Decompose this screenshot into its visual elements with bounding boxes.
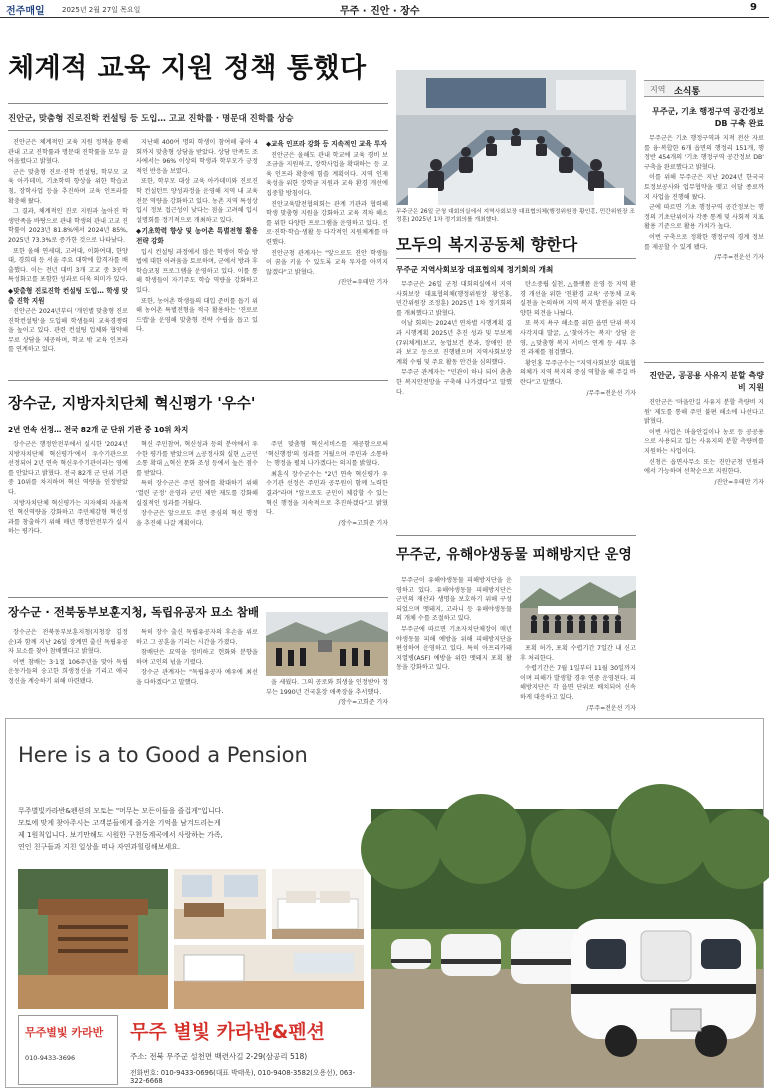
deck-photo <box>18 869 168 1009</box>
article2-title: 모두의 복지공동체 향한다 <box>396 235 578 254</box>
article2-col1: 무주군은 26일 군청 대회의실에서 지역사회보장 대표협의체(행정위원장 황인홍, 민간위원장 조정훈) 2025년 1차 정기회의를 개최했다고 밝혔다. 이날 회의는 2024년 연차별 시행계획 결과 시행계획 2025년 추진 성과 및 무보계(7위체계)보고, 농업보건 분과, 장애인 분과 보고 등으로 진행됐으며 지역사회보장 계획 수립 및 주요 활동 안건을 심의했다. 무주군 관계자는 "민관이 하나 되어 촘촘한 복지안전망을 구축해 나가겠다"고 말했다. <box>396 281 512 396</box>
issue-date: 2025년 2월 27일 목요일 <box>62 6 141 14</box>
sidebar-news1-body: 무주군은 기초 행정구역과 지적 전산 자료를 융·복합한 6개 읍면의 행정리 151개, 행정반 454개의 '기초 행정구역 공간정보 DB' 구축을 완료했다고 밝혔다. 이를 위해 무주군은 지난 2024년 한국국토정보공사와 업무협약을 맺고 이달 종료까지 사업을 진행해 왔다. 군에 따르면 기초 행정구역 공간정보는 행정의 기초단위이자 각종 통계 및 사회적 지표 활용 기준으로 활용 가치가 높다. 이번 구축으로 정확한 행정구역 경계 정보를 제공할 수 있게 됐다. /무주=전운선 기자 <box>644 135 764 262</box>
article3-byline: /장수=고희준 기자 <box>338 519 388 527</box>
sidebar-title: 소식통 <box>674 87 701 97</box>
article3-subtitle: 2년 연속 선정… 전국 82개 군 단위 기관 중 10위 차지 <box>8 425 189 434</box>
article3-col3: 주민 맞춤형 혁신서비스를 제공함으로써 '혁신행정'의 성과를 거뒀으며 주민과 소통하는 행정을 펼쳐 나가겠다는 의지를 밝혔다. 최훈식 장수군수는 "2년 연속 혁신평가 우수기관 선정은 주민과 공무원이 함께 노력한 결과"라며 "앞으로도 군민이 체감할 수 있는 혁신 행정을 지속적으로 추진하겠다"고 밝혔다. /장수=고희준 기자 <box>266 441 388 527</box>
meeting-photo <box>396 70 636 205</box>
article1-subheading: ◆교육 인프라 강화 등 지속적인 교육 투자 <box>266 140 387 148</box>
caravan-photo <box>371 809 763 1087</box>
ad-pension-name: 무주 별빛 카라반&펜션 <box>130 1021 325 1043</box>
sidebar-label: 지역 <box>650 85 666 94</box>
article1-title: 체계적 교육 지원 정책 통했다 <box>8 53 367 84</box>
section-title: 무주 · 진안 · 장수 <box>340 6 420 17</box>
article4-col3: 을 세웠다. 그의 공로와 희생을 인정받아 정부는 1990년 건국훈장 애족장을 추서했다. /장수=고희준 기자 <box>266 679 388 707</box>
ad-address: 주소: 전북 무주군 설천면 백련사길 2-29(삼공리 518) <box>130 1052 308 1061</box>
article1-subtitle: 진안군, 맞춤형 진로진학 컨설팅 등 도입… 고교 진학률 · 명문대 진학률 상승 <box>8 114 294 124</box>
pension-advertisement <box>5 718 764 1088</box>
divider <box>644 362 764 363</box>
paper-logo: 전주매일 <box>6 6 45 17</box>
sidebar-header <box>644 80 764 97</box>
divider <box>396 535 636 536</box>
article2-col2: 탄소중립 실천, △플랫폼 운영 등 지역 환경 개선을 위한 '친환경 교육' 공동체 교육 실천을 논의하며 지역 복지 발전을 위한 다양한 의견을 나눴다. 또 복지 욕구 해소를 위한 읍면 단위 복지사각지대 발굴, △'찾아가는 복지' 상담 운영, △맞춤형 복지 서비스 연계 등 세부 추진 과제를 점검했다. 황인홍 무주군수는 "지역사회보장 대표협의체가 지역 복지의 중심 역할을 해 주길 바란다"고 말했다. /무주=전운선 기자 <box>520 281 636 397</box>
ad-intro: 무주별빛카라반&펜션의 모토는 "머무는 모든이들을 즐겁게"입니다. 모토에 맞게 찾아주시는 고객분들에게 즐거운 기억을 남겨드리는게 제 1원칙입니다. 보기만해도 시원한 구천동계곡에서 사랑하는 가족, 연인 친구들과 지친 일상을 떠나 자연과힐링해보세요. <box>18 807 224 851</box>
ad-headline: Here is a to Good a Pension <box>18 743 308 767</box>
article1-col2: 지난해 400여 명의 학생이 참여해 좋아 4회까지 맞춤형 상담을 받았다. 상담 만족도 조사에서는 96% 이상의 학생과 학부모가 긍정적인 반응을 보였다. 또한, 학부모 대상 교육 아카데미와 진로진학 컨설턴트 양성과정을 운영해 지역 내 교육 전문 역량을 강화하고 있다. 농촌 지역 특성상 입시 정보 접근성이 낮다는 점을 고려해 입시 설명회를 정기적으로 개최하고 있다. ◆기초학력 향상 및 농어촌 특별전형 활용 전략 강화 입시 컨설팅 과정에서 많은 학생이 학습 방법에 대한 어려움을 토로하며, 군에서 방과 후 학습코칭 프로그램을 운영하고 있다. 이를 통해 학생들이 자기주도 학습 역량을 강화하고 있다. 또한, 농어촌 학생들의 대입 준비를 돕기 위해 농어촌 특별전형을 적극 활용하는 '진로로드맵'을 운영해 맞춤형 전략 수립을 돕고 있다. <box>136 139 258 334</box>
pension-sign <box>18 1015 118 1085</box>
meeting-photo-caption: 무주군은 26일 군청 대회의실에서 지역사회보장 대표협의체(행정위원장 황인홍, 민간위원장 조정훈) 2025년 1차 정기회의를 개최했다. <box>396 209 636 223</box>
divider <box>8 597 388 598</box>
article1-col3: ◆교육 인프라 강화 등 지속적인 교육 투자 진안군은 올해도 관내 학교에 교육 경비 보조금을 지원하고, 장학사업을 확대하는 등 교육 인프라 확충에 힘쓸 계획이다. 지역 인재 육성을 위한 장학금 지원과 교육 환경 개선에 집중할 방침이다. 진안교육발전협의회는 관계 기관과 협력해 학생 맞춤형 지원을 강화하고 교육 격차 해소를 위한 다양한 프로그램을 운영하고 있다. 진로·진학·학습·생활 등 다각적인 지원체계를 마련했다. 진안군청 관계자는 "앞으로도 진안 학생들이 꿈을 키울 수 있도록 교육 투자를 아끼지 않겠다"고 밝혔다. /진안=우태만 기자 <box>266 140 388 287</box>
sidebar-news1-title: 무주군, 기초 행정구역 공간정보 DB 구축 완료 <box>652 107 764 128</box>
article4-col1: 장수군은 전북동부보훈지청(지청장 김정순)과 함께 지난 26일 장계면 출신 독립유공자 묘소를 찾아 참배했다고 밝혔다. 이번 참배는 3·1절 106주년을 맞아 독립운동가들의 숭고한 희생정신을 기리고 애국정신을 계승하기 위해 마련됐다. <box>8 629 128 685</box>
sidebar-news1-byline: /무주=전운선 기자 <box>714 254 764 262</box>
article1-col1: 진안군은 체계적인 교육 지원 정책을 통해 관내 고교 진학률과 명문대 진학률을 모두 끌어올렸다고 밝혔다. 군은 맞춤형 진로·진학 컨설팅, 학부모 교육 아카데미, 기초학력 향상을 위한 학습코칭, 장학사업 등을 추진하며 교육 인프라를 확충해 왔다. 그 결과, 체계적인 진로 지원과 높아진 학생만족을 바탕으로 관내 학생의 관내 고교 진학률이 2023년 81.8%에서 2024년 85%, 2025년 73.3%로 증가한 것으로 나타났다. 또한 올해 연세대, 고려대, 이화여대, 한양대, 경희대 등 서울 주요 대학에 합격자를 배출했다. 이는 전년 대비 3개 고교 중 3곳이 특성화고를 포함한 성과로 더욱 의미가 있다. ◆맞춤형 진로진학 컨설팅 도입… 학생 맞춤 진학 지원 진안군은 2024년부터 '개인별 맞춤형 진로진학컨설팅'을 도입해 학생들의 교육경쟁력을 높이고 있다. 관련 컨설팅 업체와 협약해 무료 상담을 제공하며, 학교 밖 교육 인프라를 연계하고 있다. <box>8 139 128 354</box>
article5-title: 무주군, 유해야생동물 피해방지단 운영 <box>396 547 632 563</box>
sidebar-news2-byline: /진안=우태만 기자 <box>714 478 764 486</box>
article1-subheading: ◆맞춤형 진로진학 컨설팅 도입… 학생 맞춤 진학 지원 <box>8 286 128 305</box>
article5-col1: 무주군이 유해야생동물 피해방지단을 운영하고 있다. 유해야생동물 피해방지단은 군민의 재산과 생명을 보호하기 위해 구성되었으며 멧돼지, 고라니 등 유해야생동물의 개체 수를 조절하고 있다. 무주군에 따르면 기초자치단체장이 매년 야생동물 피해 예방을 위해 피해방지단을 편성하여 운영하고 있다. 특히 아프리카돼지열병(ASF) 예방을 위한 멧돼지 포획 활동을 강화하고 있다. <box>396 577 512 672</box>
article3-col2: 혁신 주민참여, 혁신성과 등의 분야에서 우수한 평가를 받았으며 △공정사회 실현 △군민 소통 확대 △혁신 문화 조성 등에서 높은 점수를 받았다. 특히 장수군은 주민 참여를 확대하기 위해 '열린 군정' 운영과 군민 제안 제도를 강화해 실질적인 성과를 거뒀다. 장수군은 앞으로도 주민 중심의 혁신 행정을 추진해 나갈 계획이다. <box>136 441 258 527</box>
divider <box>8 103 388 104</box>
article1-subheading: ◆기초학력 향상 및 농어촌 특별전형 활용 전략 강화 <box>136 227 258 245</box>
article4-byline: /장수=고희준 기자 <box>338 699 388 707</box>
article1-byline: /진안=우태만 기자 <box>338 279 388 287</box>
divider <box>8 130 388 131</box>
sign-name: 무주별빛 카라반 <box>25 1026 104 1039</box>
sign-phone: 010-9433-3696 <box>25 1054 76 1062</box>
article4-title: 장수군 · 전북동부보훈지청, 독립유공자 묘소 참배 <box>8 605 259 619</box>
article5-byline: /무주=전운선 기자 <box>586 704 636 712</box>
article2-subtitle: 무주군 지역사회보장 대표협의체 정기회의 개최 <box>396 265 554 274</box>
ad-phone: 전화번호: 010-9433-0696(대표 박태욱), 010-9408-3582(오용선), 063-322-6668 <box>130 1069 356 1085</box>
group-photo <box>520 576 636 640</box>
interior-photo <box>272 869 364 939</box>
divider <box>396 258 636 259</box>
article5-col2: 포획 허가, 포획 수렵기간 7일간 내 신고 후 처리한다. 수렵기간은 7월 1일부터 11월 30일까지이며 피해가 발생할 경우 연중 운영된다. 피해방지단은 각 읍면 단위로 배치되어 신속하게 대응하고 있다. /무주=전운선 기자 <box>520 645 636 712</box>
page-number: 9 <box>750 2 757 13</box>
article4-col2: 특히 장수 출신 독립유공자의 후손을 위로하고 그 공훈을 기리는 시간을 가졌다. 참배단은 묘역을 정비하고 헌화와 분향을 하며 고인의 넋을 기렸다. 장수군 관계자는 "독립유공자 예우에 최선을 다하겠다"고 말했다. <box>136 629 258 686</box>
article3-title: 장수군, 지방자치단체 혁신평가 '우수' <box>8 394 256 412</box>
memorial-photo <box>266 612 388 676</box>
sidebar-news2-body: 진안군은 '마을안길 사유지 분할 측량비 지원' 제도를 통해 주민 불편 해소에 나선다고 밝혔다. 이번 사업은 마을안길이나 농로 등 공공용으로 사용되고 있는 사유지의 분할 측량비를 지원하는 사업이다. 신청은 읍면사무소 또는 진안군청 민원과에서 가능하며 선착순으로 지원한다. /진안=우태만 기자 <box>644 399 764 486</box>
article2-byline: /무주=전운선 기자 <box>586 389 636 397</box>
kitchen-photo <box>174 945 364 1009</box>
article3-col1: 장수군은 행정안전부에서 실시한 '2024년 지방자치단체 혁신평가'에서 우수기관으로 선정되어 2년 연속 혁신우수기관이라는 영예를 안았다고 밝혔다. 전국 82개 군 단위 기관 중 10위를 차지하며 혁신 역량을 인정받았다. 지방자치단체 혁신평가는 지자체의 자율적인 혁신역량을 강화하고 주민체감형 혁신성과를 창출하기 위해 매년 행정안전부가 실시하는 평가다. <box>8 441 128 536</box>
divider <box>8 380 388 381</box>
sidebar-news2-title: 진안군, 공공용 사유지 분할 측량비 지원 <box>649 371 764 392</box>
interior-photo <box>174 869 266 939</box>
